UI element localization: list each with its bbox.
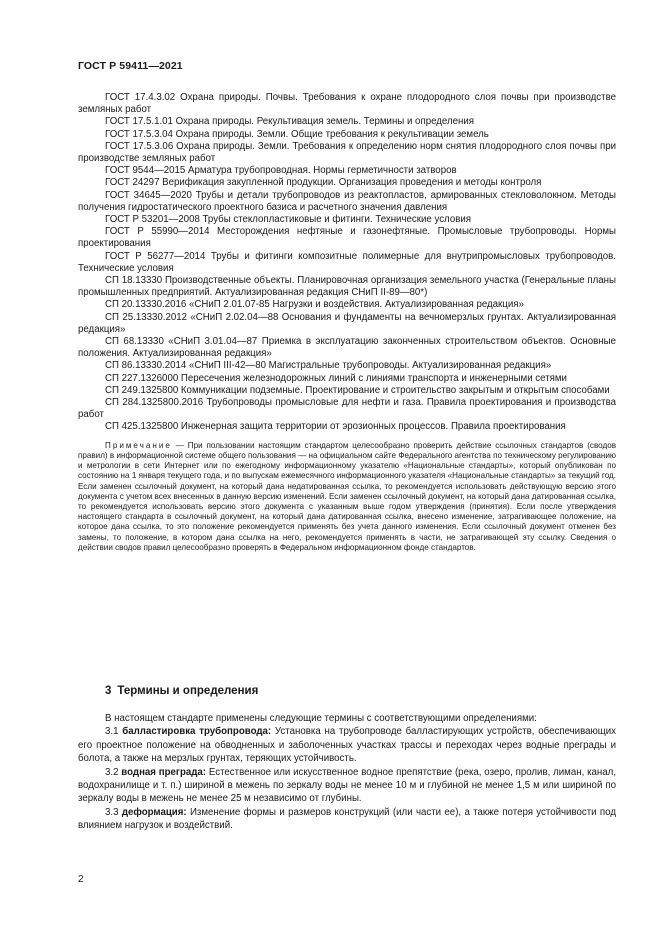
reference-item: СП 20.13330.2016 «СНиП 2.01.07-85 Нагрузки и воздействия. Актуализированная редакция»	[105, 299, 524, 311]
term-name: деформация:	[121, 806, 187, 818]
reference-item: ГОСТ 34645—2020 Трубы и детали трубопроводов из реактопластов, армированных стекловолокном. Методы получения гидростатического проектного базиса и расчетного значения давления	[78, 189, 616, 213]
standard-header: ГОСТ Р 59411—2021	[78, 60, 183, 72]
term-definition: Установка на трубопроводе балластирующих устройств, обеспечивающих его проектное положение на обводненных и заболоченных участках трассы и переходах через водные преграды и болота, а также на мерзлых грунтах, теряющих устойчивость.	[78, 726, 617, 765]
reference-item: ГОСТ 24297 Верификация закупленной продукции. Организация проведения и методы контроля	[105, 177, 542, 189]
section-heading	[105, 685, 258, 697]
terms-list	[78, 712, 616, 833]
reference-item: ГОСТ Р 55990—2014 Месторождения нефтяные и газонефтяные. Промысловые трубопроводы. Нормы проектирования	[78, 226, 616, 250]
reference-item: ГОСТ 17.5.3.06 Охрана природы. Земли. Требования к определению норм снятия плодородного слоя почвы при производстве земляных работ	[78, 140, 616, 165]
reference-item: СП 68.13330 «СНиП 3.01.04—87 Приемка в эксплуатацию законченных строительством объектов. Основные положения. Актуализированная редакция»	[78, 336, 616, 360]
term-entry	[78, 806, 616, 833]
reference-item: ГОСТ 17.5.3.04 Охрана природы. Земли. Общие требования к рекультивации земель	[105, 128, 489, 140]
references-list	[78, 92, 616, 553]
reference-item: СП 86.13330.2014 «СНиП III-42—80 Магистральные трубопроводы. Актуализированная редакция»	[105, 360, 552, 372]
term-name: водная преграда:	[121, 766, 207, 778]
reference-item: СП 227.1326000 Пересечения железнодорожных линий с линиями транспорта и инженерными сетями	[105, 372, 567, 384]
reference-item: СП 18.13330 Производственные объекты. Планировочная организация земельного участка (Генеральные планы промышленных предприятий. Актуализированная редакция СНиП II-89—80*)	[78, 275, 616, 299]
term-number: 3.2	[105, 766, 119, 778]
reference-item: ГОСТ 9544—2015 Арматура трубопроводная. Нормы герметичности затворов	[105, 165, 457, 177]
term-name: балластировка трубопровода:	[122, 726, 272, 738]
note-paragraph	[78, 441, 616, 553]
section-number: 3	[105, 685, 112, 697]
term-number: 3.1	[105, 726, 119, 738]
section-title: Термины и определения	[117, 685, 259, 697]
note-text: — При пользовании настоящим стандартом целесообразно проверить действие ссылочных стандартов (сводов правил) в информационной системе общего пользования — на официальном сайте Федерального агентства по техническому регулированию и метрологии в сети Интернет или по ежегодному информационному указателю «Национальные стандарты», который опубликован по состоянию на 1 января текущего года, и по выпускам ежемесячного информационного указателя «Национальные стандарты» за текущий год. Если заменен ссылочный документ, на который дана недатированная ссылка, то рекомендуется использовать действующую версию этого документа с учетом всех внесенных в данную версию изменений. Если заменен ссылочный документ, на который дана датированная ссылка, то рекомендуется использовать версию этого документа с указанным выше годом утверждения (принятия). Если после утверждения настоящего стандарта в ссылочный документ, на который дана датированная ссылка, внесено изменение, затрагивающее положение, на которое дана ссылка, то это положение рекомендуется применять без учета данного изменения. Если ссылочный документ отменен без замены, то положение, в котором дана ссылка на него, рекомендуется применять в части, не затрагивающей эту ссылку. Сведения о действии сводов правил целесообразно проверять в Федеральном информационном фонде стандартов.	[78, 440, 616, 552]
reference-item: ГОСТ Р 53201—2008 Трубы стеклопластиковые и фитинги. Технические условия	[105, 214, 472, 226]
reference-item: ГОСТ 17.4.3.02 Охрана природы. Почвы. Требования к охране плодородного слоя почвы при производстве земляных работ	[78, 92, 616, 116]
reference-item: СП 25.13330.2012 «СНиП 2.02.04—88 Основания и фундаменты на вечномерзлых грунтах. Актуализированная редакция»	[78, 311, 616, 335]
reference-item: ГОСТ Р 56277—2014 Трубы и фитинги композитные полимерные для внутрипромысловых трубопроводов. Технические условия	[78, 250, 616, 274]
reference-item: ГОСТ 17.5.1.01 Охрана природы. Рекультивация земель. Термины и определения	[105, 116, 475, 128]
term-entry	[78, 725, 616, 765]
term-definition: Естественное или искусственное водное препятствие (река, озеро, пролив, лиман, канал, водохранилище и т. п.) шириной в межень по зеркалу воды не менее 10 м и глубиной не менее 1,5 м или шириной по зеркалу воды в межень не менее 25 м независимо от глубины.	[78, 766, 617, 805]
section-intro: В настоящем стандарте применены следующие термины с соответствующими определениями:	[105, 713, 537, 724]
term-entry	[78, 766, 616, 806]
reference-item: СП 284.1325800.2016 Трубопроводы промысловые для нефти и газа. Правила проектирования и производства работ	[78, 397, 616, 421]
term-definition: Изменение формы и размеров конструкций (или части ее), а также потеря устойчивости под влиянием нагрузок и воздействий.	[78, 806, 616, 832]
reference-item: СП 249.1325800 Коммуникации подземные. Проектирование и строительство закрытым и открытым способами	[105, 384, 610, 396]
page-number: 2	[78, 874, 84, 885]
note-label: Примечание	[105, 440, 172, 450]
term-number: 3.3	[105, 806, 119, 818]
reference-item: СП 425.1325800 Инженерная защита территории от эрозионных процессов. Правила проектирования	[105, 421, 566, 433]
